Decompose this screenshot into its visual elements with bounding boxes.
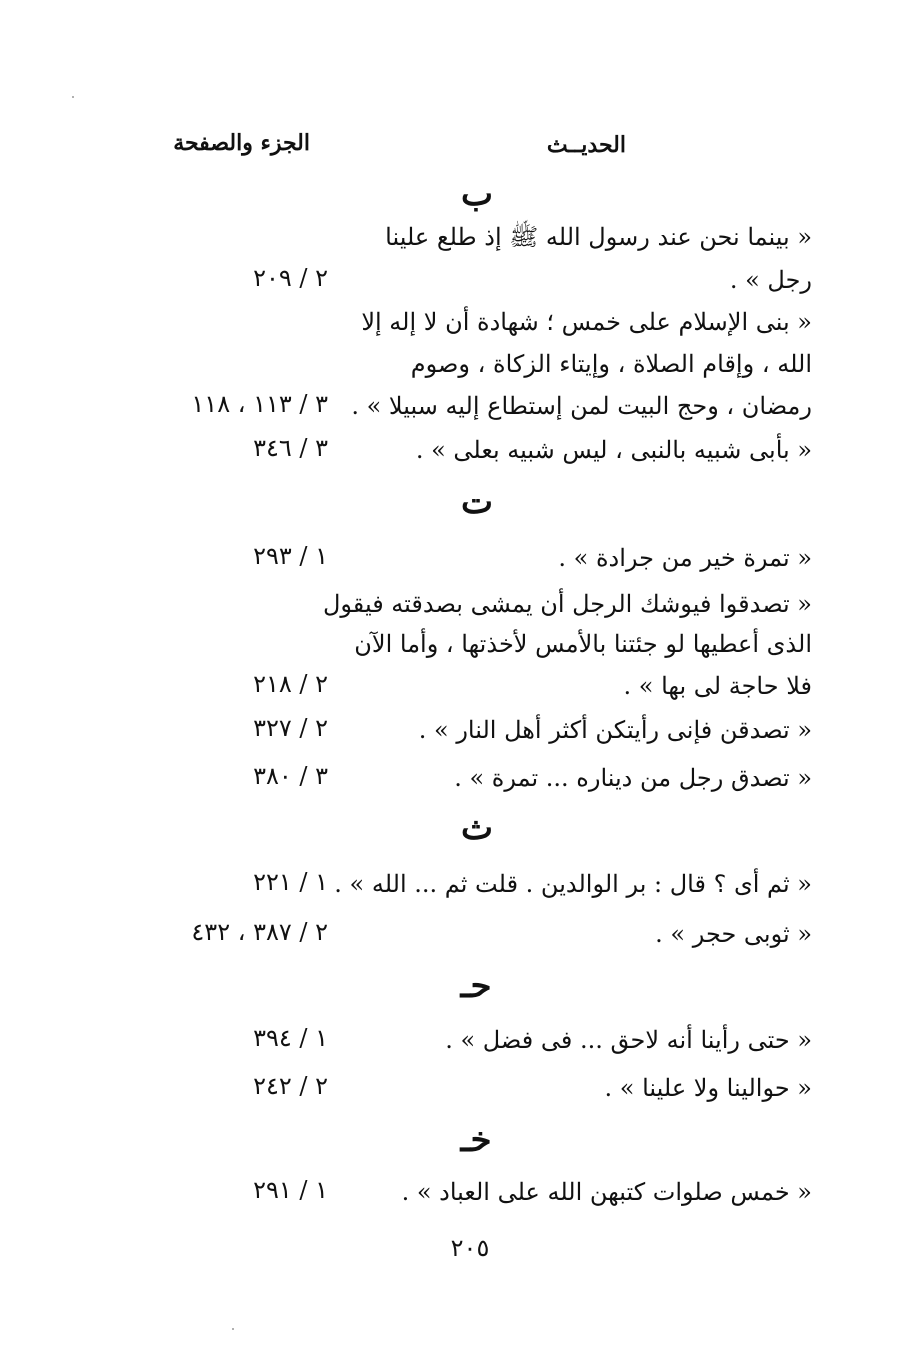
volume-page-ref: ١ / ٣٩٤ xyxy=(253,1024,328,1052)
volume-page-ref: ٢ / ٢٠٩ xyxy=(253,264,328,292)
volume-page-ref: ١ / ٢٢١ xyxy=(253,868,328,896)
volume-page-ref: ٢ / ٢١٨ xyxy=(253,670,328,698)
entry-line: رمضان ، وحج البيت لمن إستطاع إليه سبيلا » . xyxy=(351,392,812,420)
volume-page-ref: ١ / ٢٩١ xyxy=(253,1176,328,1204)
entry-line: « تصدقن فإنى رأيتكن أكثر أهل النار » . xyxy=(418,716,812,744)
section-letter-ha: حـ xyxy=(460,966,492,1006)
page-number: ٢٠٥ xyxy=(450,1234,490,1262)
entry-line: « تصدقوا فيوشك الرجل أن يمشى بصدقته فيقول xyxy=(322,590,812,618)
volume-page-ref: ٣ / ٣٤٦ xyxy=(253,434,328,462)
entry-line: رجل » . xyxy=(729,266,812,294)
entry-line: « بأبى شبيه بالنبى ، ليس شبيه بعلى » . xyxy=(415,436,812,464)
volume-page-ref: ١ / ٢٩٣ xyxy=(253,542,328,570)
section-letter-ta: ت xyxy=(460,482,493,522)
entry-line: « بنى الإسلام على خمس ؛ شهادة أن لا إله إلا xyxy=(361,308,812,336)
entry-line: « حوالينا ولا علينا » . xyxy=(604,1074,812,1102)
entry-line: الذى أعطيها لو جئتنا بالأمس لأخذتها ، وأما الآن xyxy=(354,630,812,658)
volume-page-ref: ٢ / ٣٢٧ xyxy=(253,714,328,742)
entry-line: « ثم أى ؟ قال : بر الوالدين . قلت ثم ... الله » . xyxy=(334,870,812,898)
entry-line: « تصدق رجل من ديناره ... تمرة » . xyxy=(454,764,812,792)
section-letter-ba: ب xyxy=(460,174,493,214)
column-header-hadith: الحديــث xyxy=(546,132,626,158)
entry-line: « تمرة خير من جرادة » . xyxy=(558,544,812,572)
entry-line: فلا حاجة لى بها » . xyxy=(623,672,812,700)
entry-line: « حتى رأينا أنه لاحق ... فى فضل » . xyxy=(445,1026,812,1054)
volume-page-ref: ٢ / ٣٨٧ ، ٤٣٢ xyxy=(191,918,328,946)
entry-line: « خمس صلوات كتبهن الله على العباد » . xyxy=(401,1178,812,1206)
scan-speck xyxy=(72,96,74,98)
volume-page-ref: ٢ / ٢٤٢ xyxy=(253,1072,328,1100)
scan-speck xyxy=(232,1328,234,1330)
entry-line: « بينما نحن عند رسول الله ﷺ إذ طلع علينا xyxy=(385,223,812,251)
column-header-volume-page: الجزء والصفحة xyxy=(173,130,310,156)
entry-line: « ثوبى حجر » . xyxy=(655,920,812,948)
volume-page-ref: ٣ / ١١٣ ، ١١٨ xyxy=(191,390,328,418)
entry-line: الله ، وإقام الصلاة ، وإيتاء الزكاة ، وصوم xyxy=(410,350,812,378)
volume-page-ref: ٣ / ٣٨٠ xyxy=(253,762,328,790)
section-letter-kha: خـ xyxy=(460,1120,492,1160)
section-letter-tha: ث xyxy=(460,808,493,848)
